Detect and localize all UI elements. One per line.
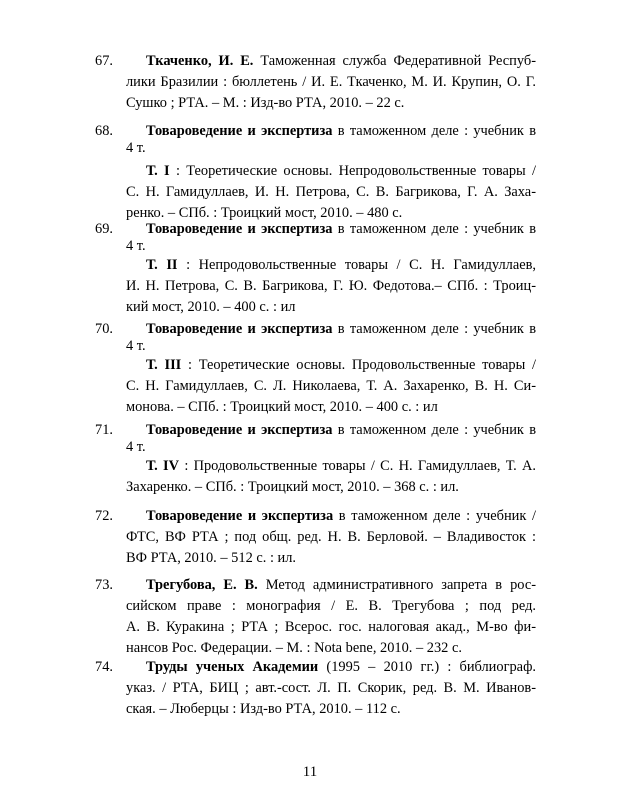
- entry-line: С. Н. Гамидуллаев, И. Н. Петрова, С. В. Багрикова, Г. А. Заха-: [126, 184, 536, 200]
- entry-line: 4 т.: [126, 338, 146, 354]
- entry-text: в таможенном деле : учебник /: [333, 508, 536, 524]
- entry-line: ренко. – СПб. : Троицкий мост, 2010. – 480 с.: [126, 205, 403, 221]
- entry-volume: Т. III: [146, 357, 182, 373]
- entry-number: 69.: [95, 221, 113, 237]
- entry-number: 74.: [95, 659, 113, 675]
- entry-text: в таможенном деле : учебник в: [332, 321, 536, 337]
- entry-text: в таможенном деле : учебник в: [332, 123, 536, 139]
- entry-line: монова. – СПб. : Троицкий мост, 2010. – 400 с. : ил: [126, 399, 438, 415]
- entry-line: И. Н. Петрова, С. В. Багрикова, Г. Ю. Федотова.– СПб. : Троиц-: [126, 278, 536, 294]
- entry-title: Товароведение и экспертиза: [146, 422, 333, 438]
- entry-line: сийском праве : монография / Е. В. Трегубова ; под ред.: [126, 598, 536, 614]
- entry-line: 4 т.: [126, 140, 146, 156]
- entry-author: Ткаченко, И. Е.: [146, 53, 254, 69]
- entry-line: С. Н. Гамидуллаев, С. Л. Николаева, Т. А. Захаренко, В. Н. Си-: [126, 378, 536, 394]
- entry-title: Товароведение и экспертиза: [146, 508, 334, 524]
- entry-text: : Продовольственные товары / С. Н. Гамидуллаев, Т. А.: [179, 458, 536, 474]
- entry-text: в таможенном деле : учебник в: [332, 221, 536, 237]
- entry-author: Трегубова, Е. В.: [146, 577, 258, 593]
- entry-line: кий мост, 2010. – 400 с. : ил: [126, 299, 296, 315]
- entry-volume: Т. I: [146, 163, 170, 179]
- entry-volume: Т. IV: [146, 458, 180, 474]
- entry-line: Сушко ; РТА. – М. : Изд-во РТА, 2010. – 22 с.: [126, 95, 405, 111]
- entry-title: Товароведение и экспертиза: [146, 123, 333, 139]
- entry-text: : Теоретические основы. Продовольственные товары /: [181, 357, 537, 373]
- entry-title: Труды ученых Академии: [146, 659, 319, 675]
- entry-line: ская. – Люберцы : Изд-во РТА, 2010. – 112 с.: [126, 701, 401, 717]
- entry-volume: Т. II: [146, 257, 178, 273]
- entry-text: : Теоретические основы. Непродовольственные товары /: [169, 163, 536, 179]
- entry-line: [146, 161, 536, 182]
- entry-line: Захаренко. – СПб. : Троицкий мост, 2010. – 368 с. : ил.: [126, 479, 459, 495]
- entry-line: [146, 575, 536, 596]
- entry-line: [146, 506, 536, 527]
- entry-line: А. В. Куракина ; РТА ; Всерос. гос. налоговая акад., М-во фи-: [126, 619, 536, 635]
- entry-number: 67.: [95, 53, 113, 69]
- entry-line: 4 т.: [126, 238, 146, 254]
- entry-line: ВФ РТА, 2010. – 512 с. : ил.: [126, 550, 297, 566]
- entry-line: нансов Рос. Федерации. – М. : Nota bene, 2010. – 232 с.: [126, 640, 462, 656]
- entry-number: 71.: [95, 422, 113, 438]
- entry-line: [146, 51, 536, 72]
- entry-text: Метод административного запрета в рос-: [257, 577, 536, 593]
- entry-number: 68.: [95, 123, 113, 139]
- entry-line: ФТС, ВФ РТА ; под общ. ред. Н. В. Берловой. – Владивосток :: [126, 529, 536, 545]
- entry-line: [146, 657, 536, 678]
- entry-line: [146, 456, 536, 477]
- entry-text: (1995 – 2010 гг.) : библиограф.: [318, 659, 536, 675]
- entry-number: 70.: [95, 321, 113, 337]
- entry-number: 72.: [95, 508, 113, 524]
- entry-line: [146, 355, 536, 376]
- entry-text: в таможенном деле : учебник в: [332, 422, 536, 438]
- entry-line: указ. / РТА, БИЦ ; авт.-сост. Л. П. Скорик, ред. В. М. Иванов-: [126, 680, 536, 696]
- entry-line: 4 т.: [126, 439, 146, 455]
- page-number: 11: [302, 764, 318, 780]
- entry-text: Таможенная служба Федеративной Респуб-: [253, 53, 537, 69]
- entry-title: Товароведение и экспертиза: [146, 321, 333, 337]
- entry-line: лики Бразилии : бюллетень / И. Е. Ткаченко, М. И. Крупин, О. Г.: [126, 74, 536, 90]
- entry-title: Товароведение и экспертиза: [146, 221, 333, 237]
- entry-line: [146, 255, 536, 276]
- entry-number: 73.: [95, 577, 113, 593]
- entry-text: : Непродовольственные товары / С. Н. Гамидуллаев,: [177, 257, 536, 273]
